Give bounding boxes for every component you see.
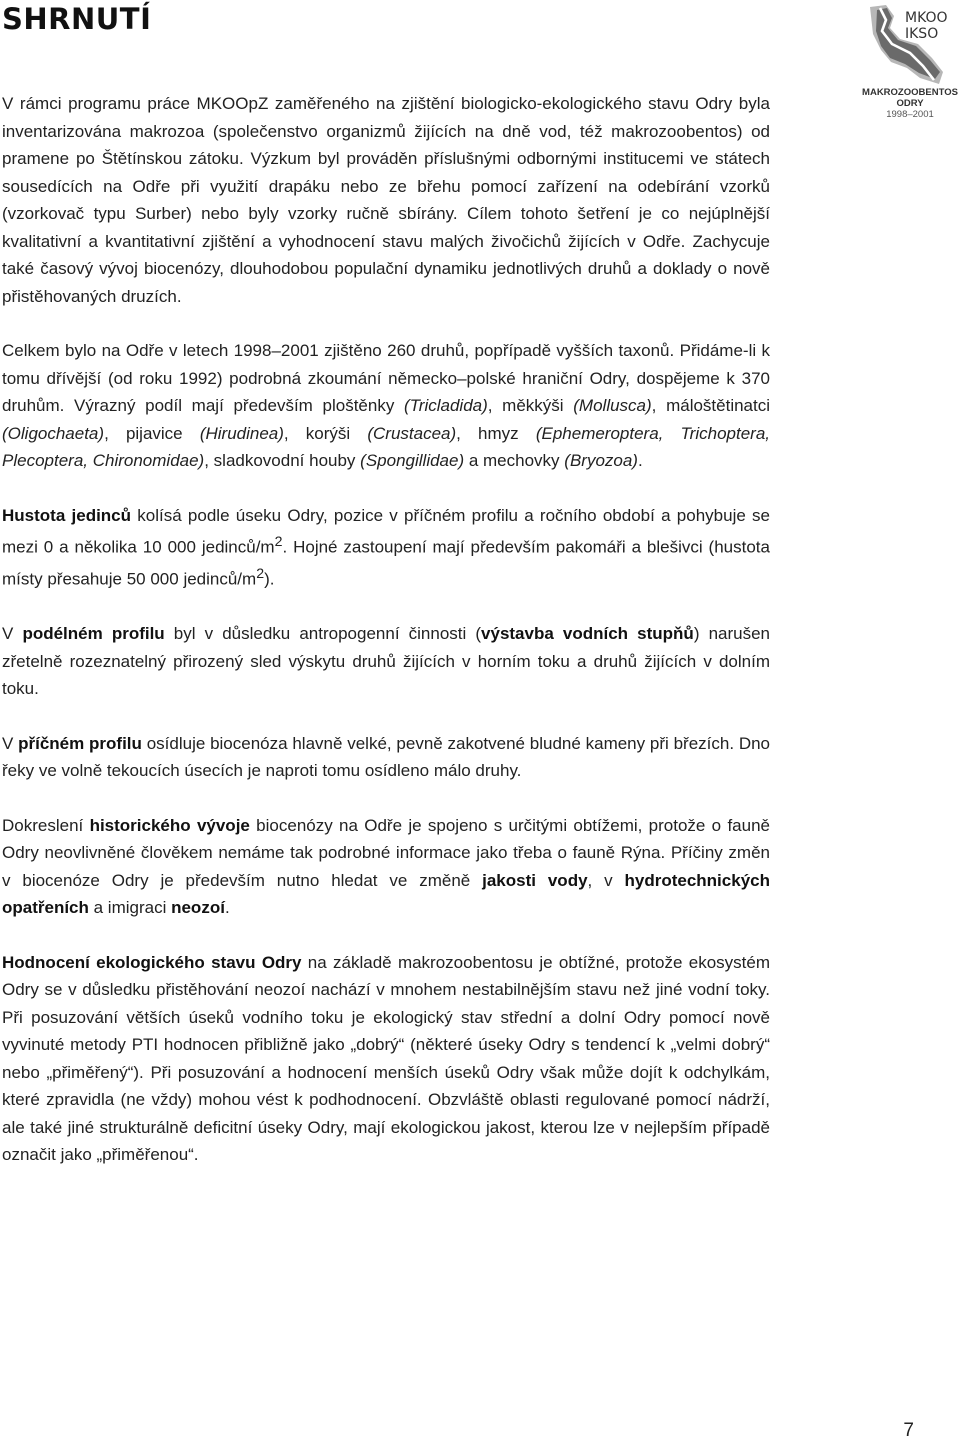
logo-mark-line2: IKSO: [905, 26, 939, 42]
page-title: SHRNUTÍ: [2, 2, 152, 36]
paragraph-history: Dokreslení historického vývoje biocenózy na Odře je spojeno s určitými obtížemi, protože o fauně Odry neovlivněné člověkem nemáme tak podrobné informace jako třeba o fauně Rýna. Příčiny změn v biocenóze Odry je především nutno hledat ve změně jakosti vody, v hydrotechnických opatřeních a imigraci neozoí.: [2, 815, 770, 918]
paragraph-longitudinal-profile: V podélném profilu byl v důsledku antropogenní činnosti (výstavba vodních stupňů) narušen zřetelně rozeznatelný přirozený sled výskytu druhů žijících v horním toku a druhů žijících v dolním toku.: [2, 624, 770, 699]
logo-name: MAKROZOOBENTOS: [862, 87, 958, 98]
logo-years: 1998–2001: [886, 108, 934, 120]
paragraph-ecological-status: Hodnocení ekologického stavu Odry na základě makrozoobentosu je obtížné, protože ekosystém Odry se v důsledku přistěhování neozoí nachází v mnohem nestabilnějším stavu než jiné vodní toky. Při posuzování větších úseků vodního toku je ekologický stav střední a dolní Odry pomocí nově vyvinuté metody PTI hodnocen přibližně jako „dobrý“ (některé úseky Odry s tendencí k „velmi dobrý“ nebo „přiměřený“). Při posuzování a hodnocení menších úseků Odry však může dojít k odchylkám, které zpravidla (ne vždy) mohou vést k podhodnocení. Obzvláště oblasti regulované pomocí nádrží, ale také jiné strukturálně deficitní úseky Odry, mají ekologickou jakost, kterou lze v nejlepším případě označit jako „přiměřenou“.: [2, 952, 770, 1165]
page-number: 7: [903, 1420, 914, 1441]
paragraph-species: Celkem bylo na Odře v letech 1998–2001 zjištěno 260 druhů, popřípadě vyšších taxonů. Přidáme-li k tomu dřívější (od roku 1992) podrobná zkoumání německo–polské hraniční Odry, dospějeme k 370 druhům. Výrazný podíl mají především ploštěnky (Tricladida), měkkýši (Mollusca), máloštětinatci (Oligochaeta), pijavice (Hirudinea), korýši (Crustacea), hmyz (Ephemeroptera, Trichoptera, Plecoptera, Chironomidae), sladkovodní houby (Spongillidae) a mechovky (Bryozoa).: [2, 341, 771, 470]
logo-caption: [860, 88, 960, 121]
logo-mark-line1: MKOO: [905, 10, 948, 26]
paragraph-density: Hustota jedinců kolísá podle úseku Odry, pozice v příčném profilu a ročního období a pohybuje se mezi 0 a několika 10 000 jedinců/$m^2$. Hojné zastoupení mají především pakomáři a blešivci (hustota místy přesahuje 50 000 jedinců/$m^2$).: [2, 505, 770, 589]
project-logo: [860, 4, 960, 124]
paragraph-intro: V rámci programu práce MKOOpZ zaměřeného na zjištění biologicko-ekologického stavu Odry byla inventarizována makrozoa (společenstvo organizmů žijících na dně vod, též makrozoobentos) od pramene po Štětínskou zátoku. Výzkum byl prováděn příslušnými odbornými institucemi ve státech sousedících na Odře při využití drapáku nebo ze břehu pomocí zařízení na odebírání vzorků (vzorkovač typu Surber) nebo byly vzorky ručně sbírány. Cílem tohoto šetření je co nejúplnější kvalitativní a kvantitativní zjištění a vyhodnocení stavu malých živočichů žijících v Odře. Zachycuje také časový vývoj biocenózy, dlouhodobou populační dynamiku jednotlivých druhů a doklady o nově přistěhovaných druzích.: [2, 94, 770, 306]
summary-body: [2, 90, 770, 1196]
logo-subname: ODRY: [896, 97, 924, 109]
odra-river-map-icon: [860, 4, 960, 88]
paragraph-cross-profile: V příčném profilu osídluje biocenóza hlavně velké, pevně zakotvené bludné kameny při březích. Dno řeky ve volně tekoucích úsecích je naproti tomu osídleno málo druhy.: [2, 733, 771, 781]
